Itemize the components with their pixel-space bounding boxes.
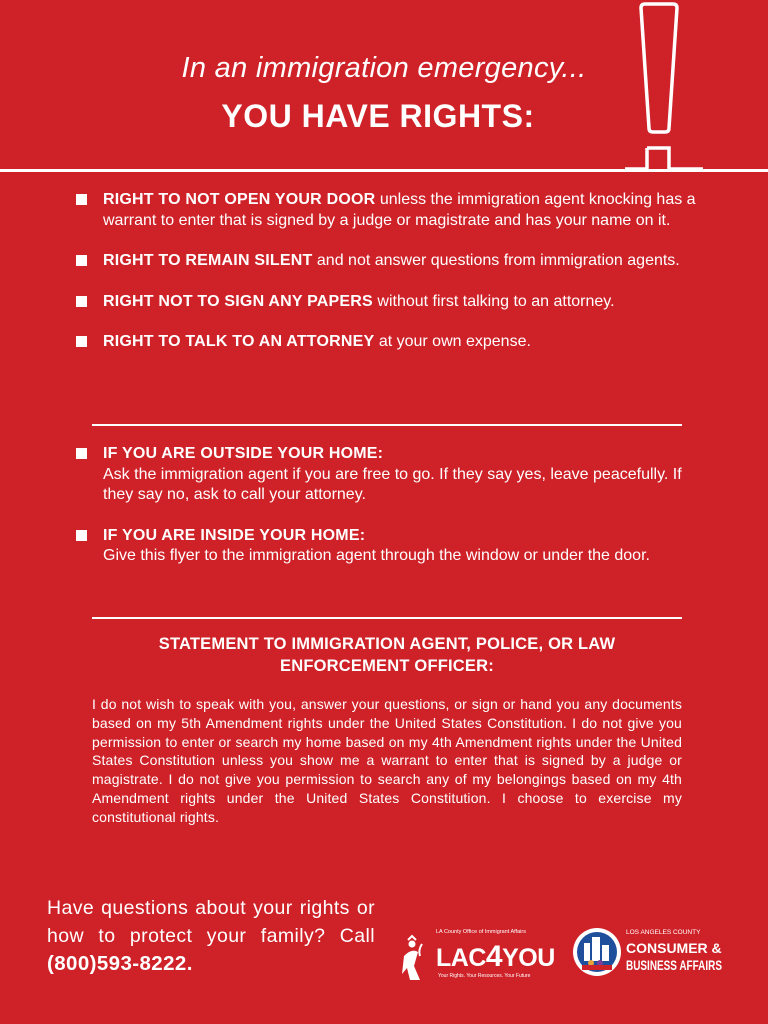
situations-list [76, 444, 696, 587]
svg-text:LAC4YOU [436, 940, 555, 973]
bullet-icon [76, 336, 87, 347]
logo-tagline: Your Rights. Your Resources. Your Future [438, 973, 531, 979]
right-title: RIGHT NOT TO SIGN ANY PAPERS [103, 292, 373, 310]
bullet-icon [76, 296, 87, 307]
dcba-logo [572, 925, 732, 981]
situation-heading: IF YOU ARE INSIDE YOUR HOME: [103, 526, 366, 544]
logo-caption: LA County Office of Immigrant Affairs [436, 929, 526, 935]
logo-text: 4 [485, 940, 503, 973]
list-item [76, 444, 696, 506]
lac4you-logo [398, 922, 558, 984]
phone-number: (800)593-8222. [47, 952, 193, 975]
situation-heading: IF YOU ARE OUTSIDE YOUR HOME: [103, 445, 384, 462]
logo-text: CONSUMER & [626, 940, 722, 956]
logo-text: YOU [502, 944, 555, 972]
header [0, 0, 768, 172]
section-divider [92, 424, 682, 426]
list-item [76, 292, 696, 313]
rights-list [76, 190, 696, 373]
county-seal-icon [573, 928, 621, 976]
exclamation-icon [625, 0, 705, 175]
right-title: RIGHT TO TALK TO AN ATTORNEY [103, 333, 375, 350]
subtitle: In an immigration emergency... [181, 52, 587, 84]
right-text: and not answer questions from immigration agents. [312, 252, 680, 269]
logo-text: BUSINESS AFFAIRS [626, 957, 722, 973]
figure-icon [402, 936, 422, 980]
bullet-icon [76, 530, 87, 541]
situation-text: Give this flyer to the immigration agent through the window or under the door. [103, 547, 650, 564]
header-divider [0, 169, 768, 172]
bullet-icon [76, 448, 87, 459]
list-item [76, 190, 696, 231]
page-title: YOU HAVE RIGHTS: [221, 98, 535, 134]
right-title: RIGHT TO REMAIN SILENT [103, 252, 313, 269]
statement-heading: STATEMENT TO IMMIGRATION AGENT, POLICE, OR LAW ENFORCEMENT OFFICER: [158, 635, 616, 675]
bullet-icon [76, 255, 87, 266]
right-text: at your own expense. [374, 333, 531, 350]
bullet-icon [76, 194, 87, 205]
contact-text: Have questions about your rights or how to protect your family? Call [47, 897, 375, 947]
situation-text: Ask the immigration agent if you are free to go. If they say yes, leave peacefully. If they say no, ask to call your attorney. [103, 465, 682, 503]
list-item [76, 526, 696, 567]
list-item [76, 251, 696, 272]
list-item [76, 332, 696, 353]
logo-caption: LOS ANGELES COUNTY [626, 929, 701, 936]
right-text: without first talking to an attorney. [372, 292, 615, 310]
section-divider [92, 617, 682, 619]
logo-text: LAC [436, 944, 486, 972]
right-text: unless the immigration agent knocking has a warrant to enter that is signed by a judge or magistrate and has your name on it. [103, 191, 696, 229]
right-title: RIGHT TO NOT OPEN YOUR DOOR [103, 191, 376, 208]
contact-info [47, 895, 375, 979]
statement-body: I do not wish to speak with you, answer your questions, or sign or hand you any documents based on my 5th Amendment rights under the United States Constitution. I do not give you permission to enter or search my home based on my 4th Amendment rights under the United States Constitution unless you show me a warrant to enter that is signed by a judge or magistrate. I do not give you permission to search any of my belongings based on my 4th Amendment rights under the United States Constitution. I choose to exercise my constitutional rights. [92, 696, 682, 825]
